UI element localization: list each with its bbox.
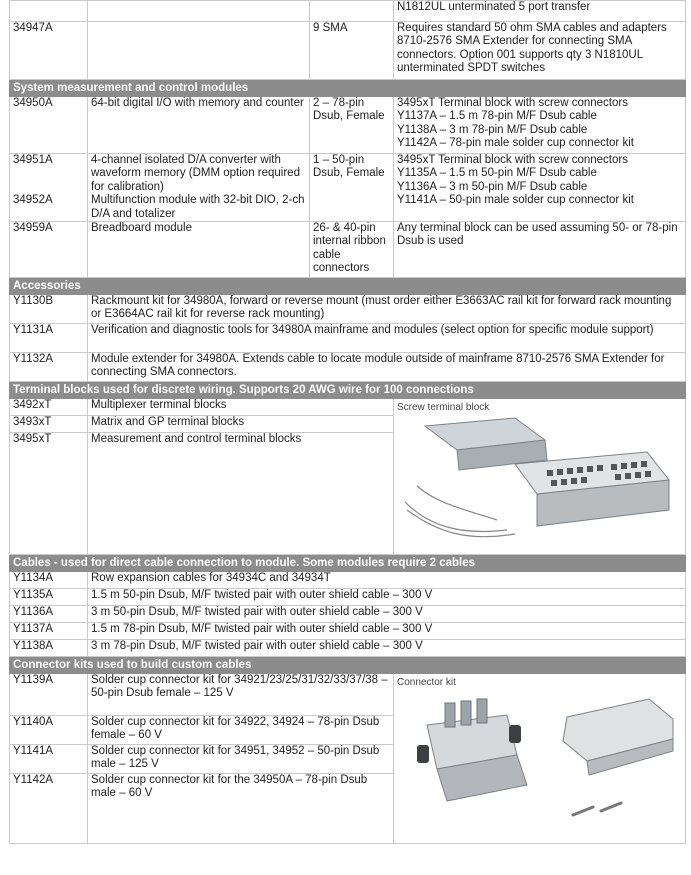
model-cell: Y1135A: [10, 589, 88, 606]
connector-cell: 2 – 78-pin Dsub, Female: [310, 97, 394, 154]
model-cell: Y1140A: [10, 716, 88, 745]
model-cell: Y1136A: [10, 606, 88, 623]
model-cell: 34959A: [10, 222, 88, 278]
product-table: [9, 0, 686, 844]
model-cell: Y1134A: [10, 572, 88, 589]
connector-cell: 9 SMA: [310, 22, 394, 80]
model-cell: 3493xT: [10, 416, 88, 433]
model-cell: 3495xT: [10, 433, 88, 555]
connector-kit-image: [397, 689, 683, 839]
description-cell: 3495xT Terminal block with screw connectors Y1137A – 1.5 m 78-pin M/F Dsub cable Y1138A – 3 m 78-pin M/F Dsub cable Y1142A – 78-pin male solder cup connector kit: [394, 97, 686, 154]
section-header: Connector kits used to build custom cables: [10, 657, 686, 674]
description-cell: Matrix and GP terminal blocks: [88, 416, 394, 433]
section-header: Terminal blocks used for discrete wiring. Supports 20 AWG wire for 100 connections: [10, 382, 686, 399]
connector-kit-image-cell: [394, 674, 686, 844]
section-header: Accessories: [10, 278, 686, 295]
name-cell: 64-bit digital I/O with memory and counter: [88, 97, 310, 154]
description-cell: Requires standard 50 ohm SMA cables and adapters 8710-2576 SMA Extender for connecting SMA connectors. Option 001 supports qty 3 N1810UL unterminated SPDT switches: [394, 22, 686, 80]
description-cell: 3495xT Terminal block with screw connectors Y1135A – 1.5 m 50-pin M/F Dsub cable Y1136A – 3 m 50-pin M/F Dsub cable Y1141A – 50-pin male solder cup connector kit: [394, 154, 686, 222]
name-cell: Multifunction module with 32-bit DIO, 2-ch D/A and totalizer: [88, 194, 310, 221]
description-cell: Solder cup connector kit for 34922, 34924 – 78-pin Dsub female – 60 V: [88, 716, 394, 745]
connector-cell: 1 – 50-pin Dsub, Female: [310, 154, 394, 222]
model-cell: 34950A: [10, 97, 88, 154]
terminal-image-cell: [394, 399, 686, 555]
name-cell: 4-channel isolated D/A converter with waveform memory (DMM option required for calibration): [88, 154, 310, 195]
model-cell: Y1139A: [10, 674, 88, 716]
model-cell: 34951A: [10, 154, 88, 195]
description-cell: 1.5 m 50-pin Dsub, M/F twisted pair with outer shield cable – 300 V: [88, 589, 686, 606]
model-cell: Y1132A: [10, 353, 88, 382]
description-cell: 1.5 m 78-pin Dsub, M/F twisted pair with outer shield cable – 300 V: [88, 623, 686, 640]
model-cell: 34952A: [10, 194, 88, 221]
connector-cell: 26- & 40-pin internal ribbon cable connectors: [310, 222, 394, 278]
description-cell: Any terminal block can be used assuming 50- or 78-pin Dsub is used: [394, 222, 686, 278]
name-cell: Breadboard module: [88, 222, 310, 278]
model-cell: Y1142A: [10, 774, 88, 844]
description-cell: Verification and diagnostic tools for 34980A mainframe and modules (select option for specific module support): [88, 324, 686, 353]
model-cell: Y1138A: [10, 640, 88, 657]
section-header: Cables - used for direct cable connection to module. Some modules require 2 cables: [10, 555, 686, 572]
description-cell: N1812UL unterminated 5 port transfer: [394, 1, 686, 22]
screw-terminal-block-image: [397, 414, 683, 550]
description-cell: Solder cup connector kit for 34921/23/25/31/32/33/37/38 –50-pin Dsub female – 125 V: [88, 674, 394, 716]
description-cell: Rackmount kit for 34980A, forward or reverse mount (must order either E3663AC rail kit for forward rack mounting or E3664AC rail kit for reverse rack mounting): [88, 295, 686, 324]
description-cell: Solder cup connector kit for 34951, 34952 – 50-pin Dsub male – 125 V: [88, 745, 394, 774]
description-cell: Measurement and control terminal blocks: [88, 433, 394, 555]
description-cell: Row expansion cables for 34934C and 34934T: [88, 572, 686, 589]
description-cell: 3 m 78-pin Dsub, M/F twisted pair with outer shield cable – 300 V: [88, 640, 686, 657]
model-cell: 34947A: [10, 22, 88, 80]
description-cell: Module extender for 34980A. Extends cable to locate module outside of mainframe 8710-2576 SMA Extender for connecting SMA connectors.: [88, 353, 686, 382]
section-header: System measurement and control modules: [10, 80, 686, 97]
description-cell: Solder cup connector kit for the 34950A – 78-pin Dsub male – 60 V: [88, 774, 394, 844]
model-cell: Y1131A: [10, 324, 88, 353]
description-cell: Multiplexer terminal blocks: [88, 399, 394, 416]
model-cell: Y1141A: [10, 745, 88, 774]
image-caption: Screw terminal block: [397, 402, 490, 414]
description-cell: 3 m 50-pin Dsub, M/F twisted pair with outer shield cable – 300 V: [88, 606, 686, 623]
image-caption: Connector kit: [397, 677, 456, 689]
model-cell: 3492xT: [10, 399, 88, 416]
model-cell: Y1137A: [10, 623, 88, 640]
model-cell: Y1130B: [10, 295, 88, 324]
